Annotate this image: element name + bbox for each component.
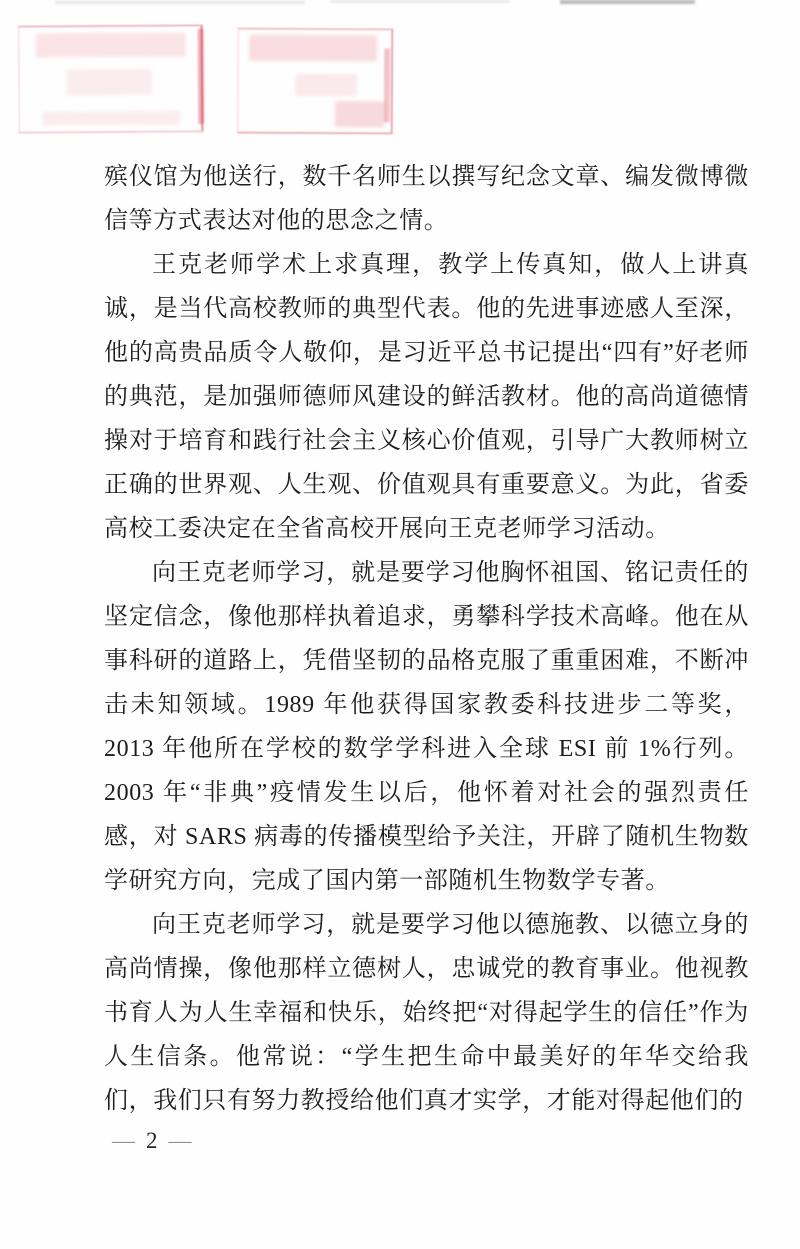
body-paragraph: 殡仪馆为他送行，数千名师生以撰写纪念文章、编发微博微信等方式表达对他的思念之情。: [104, 164, 749, 234]
footer-dash: —: [168, 1128, 192, 1153]
document-body: [104, 155, 749, 1123]
body-paragraph: 向王克老师学习，就是要学习他胸怀祖国、铭记责任的坚定信念，像他那样执着追求，勇攀科学技术高峰。他在从事科研的道路上，凭借坚韧的品格克服了重重困难，不断冲击未知领域。1989 年他获得国家教委科技进步二等奖，2013 年他所在学校的数学学科进入全球 ESI 前 1%行列。2003 年“非典”疫情发生以后，他怀着对社会的强烈责任感，对 SARS 病毒的传播模型给予关注，开辟了随机生物数学研究方向，完成了国内第一部随机生物数学专著。: [104, 560, 749, 894]
scan-smudge-artifact: [55, 1, 305, 4]
page-number: 2: [146, 1128, 158, 1153]
body-paragraph: 向王克老师学习，就是要学习他以德施教、以德立身的高尚情操，像他那样立德树人，忠诚党的教育事业。他视教书育人为人生幸福和快乐，始终把“对得起学生的信任”作为人生信条。他常说：“学生把生命中最美好的年华交给我们，我们只有努力教授给他们真才实学，才能对得起他们的: [104, 912, 749, 1114]
page-number-footer: [112, 1128, 192, 1154]
scan-smudge-artifact: [330, 0, 510, 3]
body-paragraph: 王克老师学术上求真理，教学上传真知，做人上讲真诚，是当代高校教师的典型代表。他的先进事迹感人至深，他的高贵品质令人敬仰，是习近平总书记提出“四有”好老师的典范，是加强师德师风建设的鲜活教材。他的高尚道德情操对于培育和践行社会主义核心价值观，引导广大教师树立正确的世界观、人生观、价值观具有重要意义。为此，省委高校工委决定在全省高校开展向王克老师学习活动。: [104, 252, 749, 542]
faded-red-stamp-icon: [237, 28, 394, 135]
faded-red-stamp-icon: [18, 24, 204, 133]
footer-dash: —: [112, 1128, 135, 1153]
scan-smudge-artifact: [560, 0, 695, 4]
